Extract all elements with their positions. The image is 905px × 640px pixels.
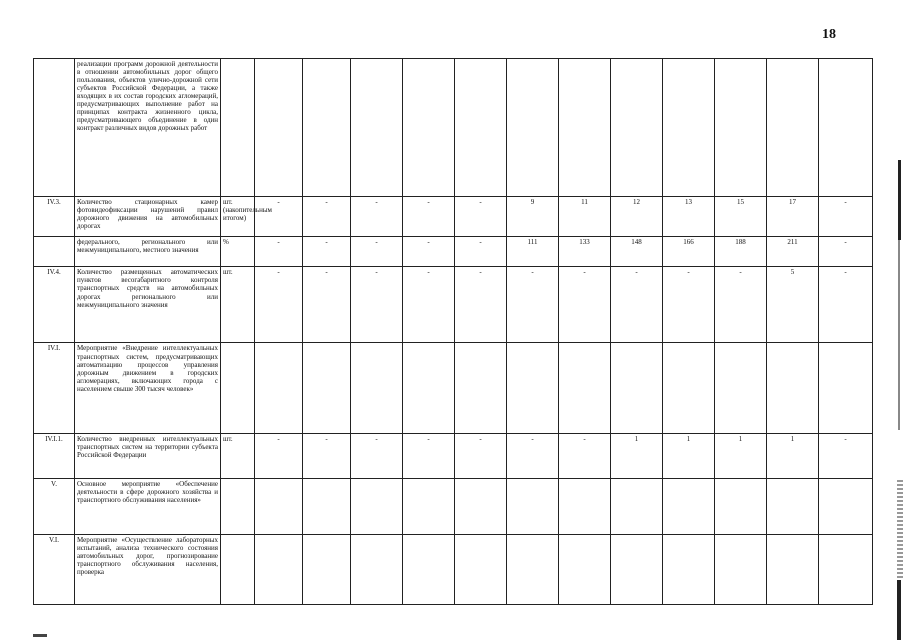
- table-row: [34, 59, 873, 197]
- footer-mark: [33, 634, 47, 637]
- value-cell: [455, 534, 507, 604]
- value-cell: [819, 343, 873, 433]
- value-cell: [351, 534, 403, 604]
- row-unit: [221, 534, 255, 604]
- value-cell: -: [351, 267, 403, 343]
- value-cell: -: [351, 433, 403, 478]
- value-cell: -: [819, 433, 873, 478]
- value-cell: -: [819, 267, 873, 343]
- table-row: [34, 197, 873, 237]
- value-cell: [559, 59, 611, 197]
- table-row: [34, 478, 873, 534]
- value-cell: 188: [715, 237, 767, 267]
- value-cell: -: [403, 267, 455, 343]
- value-cell: [507, 343, 559, 433]
- value-cell: 5: [767, 267, 819, 343]
- value-cell: [303, 59, 351, 197]
- value-cell: -: [819, 197, 873, 237]
- value-cell: [507, 478, 559, 534]
- table-row: [34, 267, 873, 343]
- value-cell: -: [611, 267, 663, 343]
- value-cell: [403, 343, 455, 433]
- value-cell: -: [455, 197, 507, 237]
- value-cell: -: [255, 197, 303, 237]
- value-cell: 1: [767, 433, 819, 478]
- value-cell: 1: [663, 433, 715, 478]
- value-cell: 1: [715, 433, 767, 478]
- value-cell: [715, 59, 767, 197]
- value-cell: [715, 478, 767, 534]
- row-name: Количество размещенных автоматических пунктов весогабаритного контроля транспортных средств на автомобильных дорогах регионального или межмуниципального значения: [75, 267, 221, 343]
- value-cell: -: [455, 433, 507, 478]
- row-unit: шт.: [221, 267, 255, 343]
- row-code: [34, 237, 75, 267]
- value-cell: -: [559, 433, 611, 478]
- value-cell: -: [255, 433, 303, 478]
- value-cell: [507, 59, 559, 197]
- value-cell: [559, 534, 611, 604]
- row-code: V.: [34, 478, 75, 534]
- row-unit: [221, 59, 255, 197]
- value-cell: [663, 343, 715, 433]
- value-cell: 17: [767, 197, 819, 237]
- value-cell: -: [403, 197, 455, 237]
- value-cell: [455, 478, 507, 534]
- scan-edge-mark: [897, 580, 901, 640]
- value-cell: [403, 534, 455, 604]
- value-cell: [663, 534, 715, 604]
- table-row: [34, 237, 873, 267]
- indicator-table: [33, 58, 873, 605]
- value-cell: [403, 478, 455, 534]
- value-cell: -: [303, 197, 351, 237]
- row-name: Мероприятие «Осуществление лабораторных испытаний, анализа технического состояния автомобильных дорог, прогнозирование транспортного обслуживания населения, проверка: [75, 534, 221, 604]
- row-name: Количество внедренных интеллектуальных транспортных систем на территории субъекта Российской Федерации: [75, 433, 221, 478]
- value-cell: [507, 534, 559, 604]
- value-cell: [255, 343, 303, 433]
- value-cell: 133: [559, 237, 611, 267]
- value-cell: [403, 59, 455, 197]
- row-name: Мероприятие «Внедрение интеллектуальных транспортных систем, предусматривающих автоматизацию процессов управления дорожным движением в городских агломерациях, включающих города с населением свыше 300 тысяч человек»: [75, 343, 221, 433]
- value-cell: [255, 478, 303, 534]
- value-cell: -: [507, 433, 559, 478]
- value-cell: [303, 343, 351, 433]
- value-cell: -: [819, 237, 873, 267]
- value-cell: [351, 59, 403, 197]
- value-cell: [663, 478, 715, 534]
- value-cell: 15: [715, 197, 767, 237]
- value-cell: [611, 343, 663, 433]
- scan-edge-mark: [898, 160, 901, 240]
- row-name: Количество стационарных камер фотовидеофиксации нарушений правил дорожного движения на автомобильных дорогах: [75, 197, 221, 237]
- value-cell: -: [255, 267, 303, 343]
- value-cell: 11: [559, 197, 611, 237]
- value-cell: [715, 343, 767, 433]
- scan-edge-mark: [898, 240, 900, 430]
- value-cell: [611, 478, 663, 534]
- value-cell: [303, 534, 351, 604]
- row-code: IV.I.: [34, 343, 75, 433]
- value-cell: -: [455, 237, 507, 267]
- row-code: [34, 59, 75, 197]
- value-cell: [715, 534, 767, 604]
- value-cell: 211: [767, 237, 819, 267]
- value-cell: -: [715, 267, 767, 343]
- row-code: IV.I.1.: [34, 433, 75, 478]
- value-cell: 9: [507, 197, 559, 237]
- row-code: IV.3.: [34, 197, 75, 237]
- value-cell: [611, 59, 663, 197]
- row-unit: [221, 478, 255, 534]
- value-cell: -: [403, 433, 455, 478]
- value-cell: [663, 59, 715, 197]
- row-name: федерального, регионального или межмуниципального, местного значения: [75, 237, 221, 267]
- value-cell: [767, 534, 819, 604]
- value-cell: [819, 59, 873, 197]
- value-cell: [303, 478, 351, 534]
- table-row: [34, 534, 873, 604]
- value-cell: -: [255, 237, 303, 267]
- value-cell: [351, 343, 403, 433]
- value-cell: -: [663, 267, 715, 343]
- value-cell: -: [303, 237, 351, 267]
- value-cell: -: [351, 237, 403, 267]
- value-cell: [767, 59, 819, 197]
- row-name: Основное мероприятие «Обеспечение деятельности в сфере дорожного хозяйства и транспортного обслуживания населения»: [75, 478, 221, 534]
- page-number: 18: [822, 27, 836, 42]
- value-cell: [455, 59, 507, 197]
- row-unit: %: [221, 237, 255, 267]
- value-cell: 148: [611, 237, 663, 267]
- value-cell: [255, 59, 303, 197]
- value-cell: [767, 343, 819, 433]
- value-cell: [819, 478, 873, 534]
- value-cell: [455, 343, 507, 433]
- value-cell: -: [403, 237, 455, 267]
- table-row: [34, 433, 873, 478]
- value-cell: 12: [611, 197, 663, 237]
- row-unit: шт. (накопительным итогом): [221, 197, 255, 237]
- row-code: V.I.: [34, 534, 75, 604]
- value-cell: -: [559, 267, 611, 343]
- scan-edge-text: [897, 480, 903, 580]
- value-cell: -: [351, 197, 403, 237]
- value-cell: [559, 478, 611, 534]
- table-row: [34, 343, 873, 433]
- value-cell: 1: [611, 433, 663, 478]
- value-cell: 166: [663, 237, 715, 267]
- row-name: реализации программ дорожной деятельности в отношении автомобильных дорог общего пользования, объектов улично-дорожной сети субъектов Российской Федерации, а также входящих в их состав городских агломераций, предусматривающих выполнение работ на принципах контракта жизненного цикла, предусматривающего объединение в один контракт различных видов дорожных работ: [75, 59, 221, 197]
- value-cell: [819, 534, 873, 604]
- value-cell: [611, 534, 663, 604]
- value-cell: [351, 478, 403, 534]
- value-cell: -: [455, 267, 507, 343]
- value-cell: 111: [507, 237, 559, 267]
- value-cell: [255, 534, 303, 604]
- value-cell: [559, 343, 611, 433]
- value-cell: -: [507, 267, 559, 343]
- value-cell: 13: [663, 197, 715, 237]
- value-cell: -: [303, 267, 351, 343]
- value-cell: [767, 478, 819, 534]
- row-unit: [221, 343, 255, 433]
- value-cell: -: [303, 433, 351, 478]
- row-unit: шт.: [221, 433, 255, 478]
- row-code: IV.4.: [34, 267, 75, 343]
